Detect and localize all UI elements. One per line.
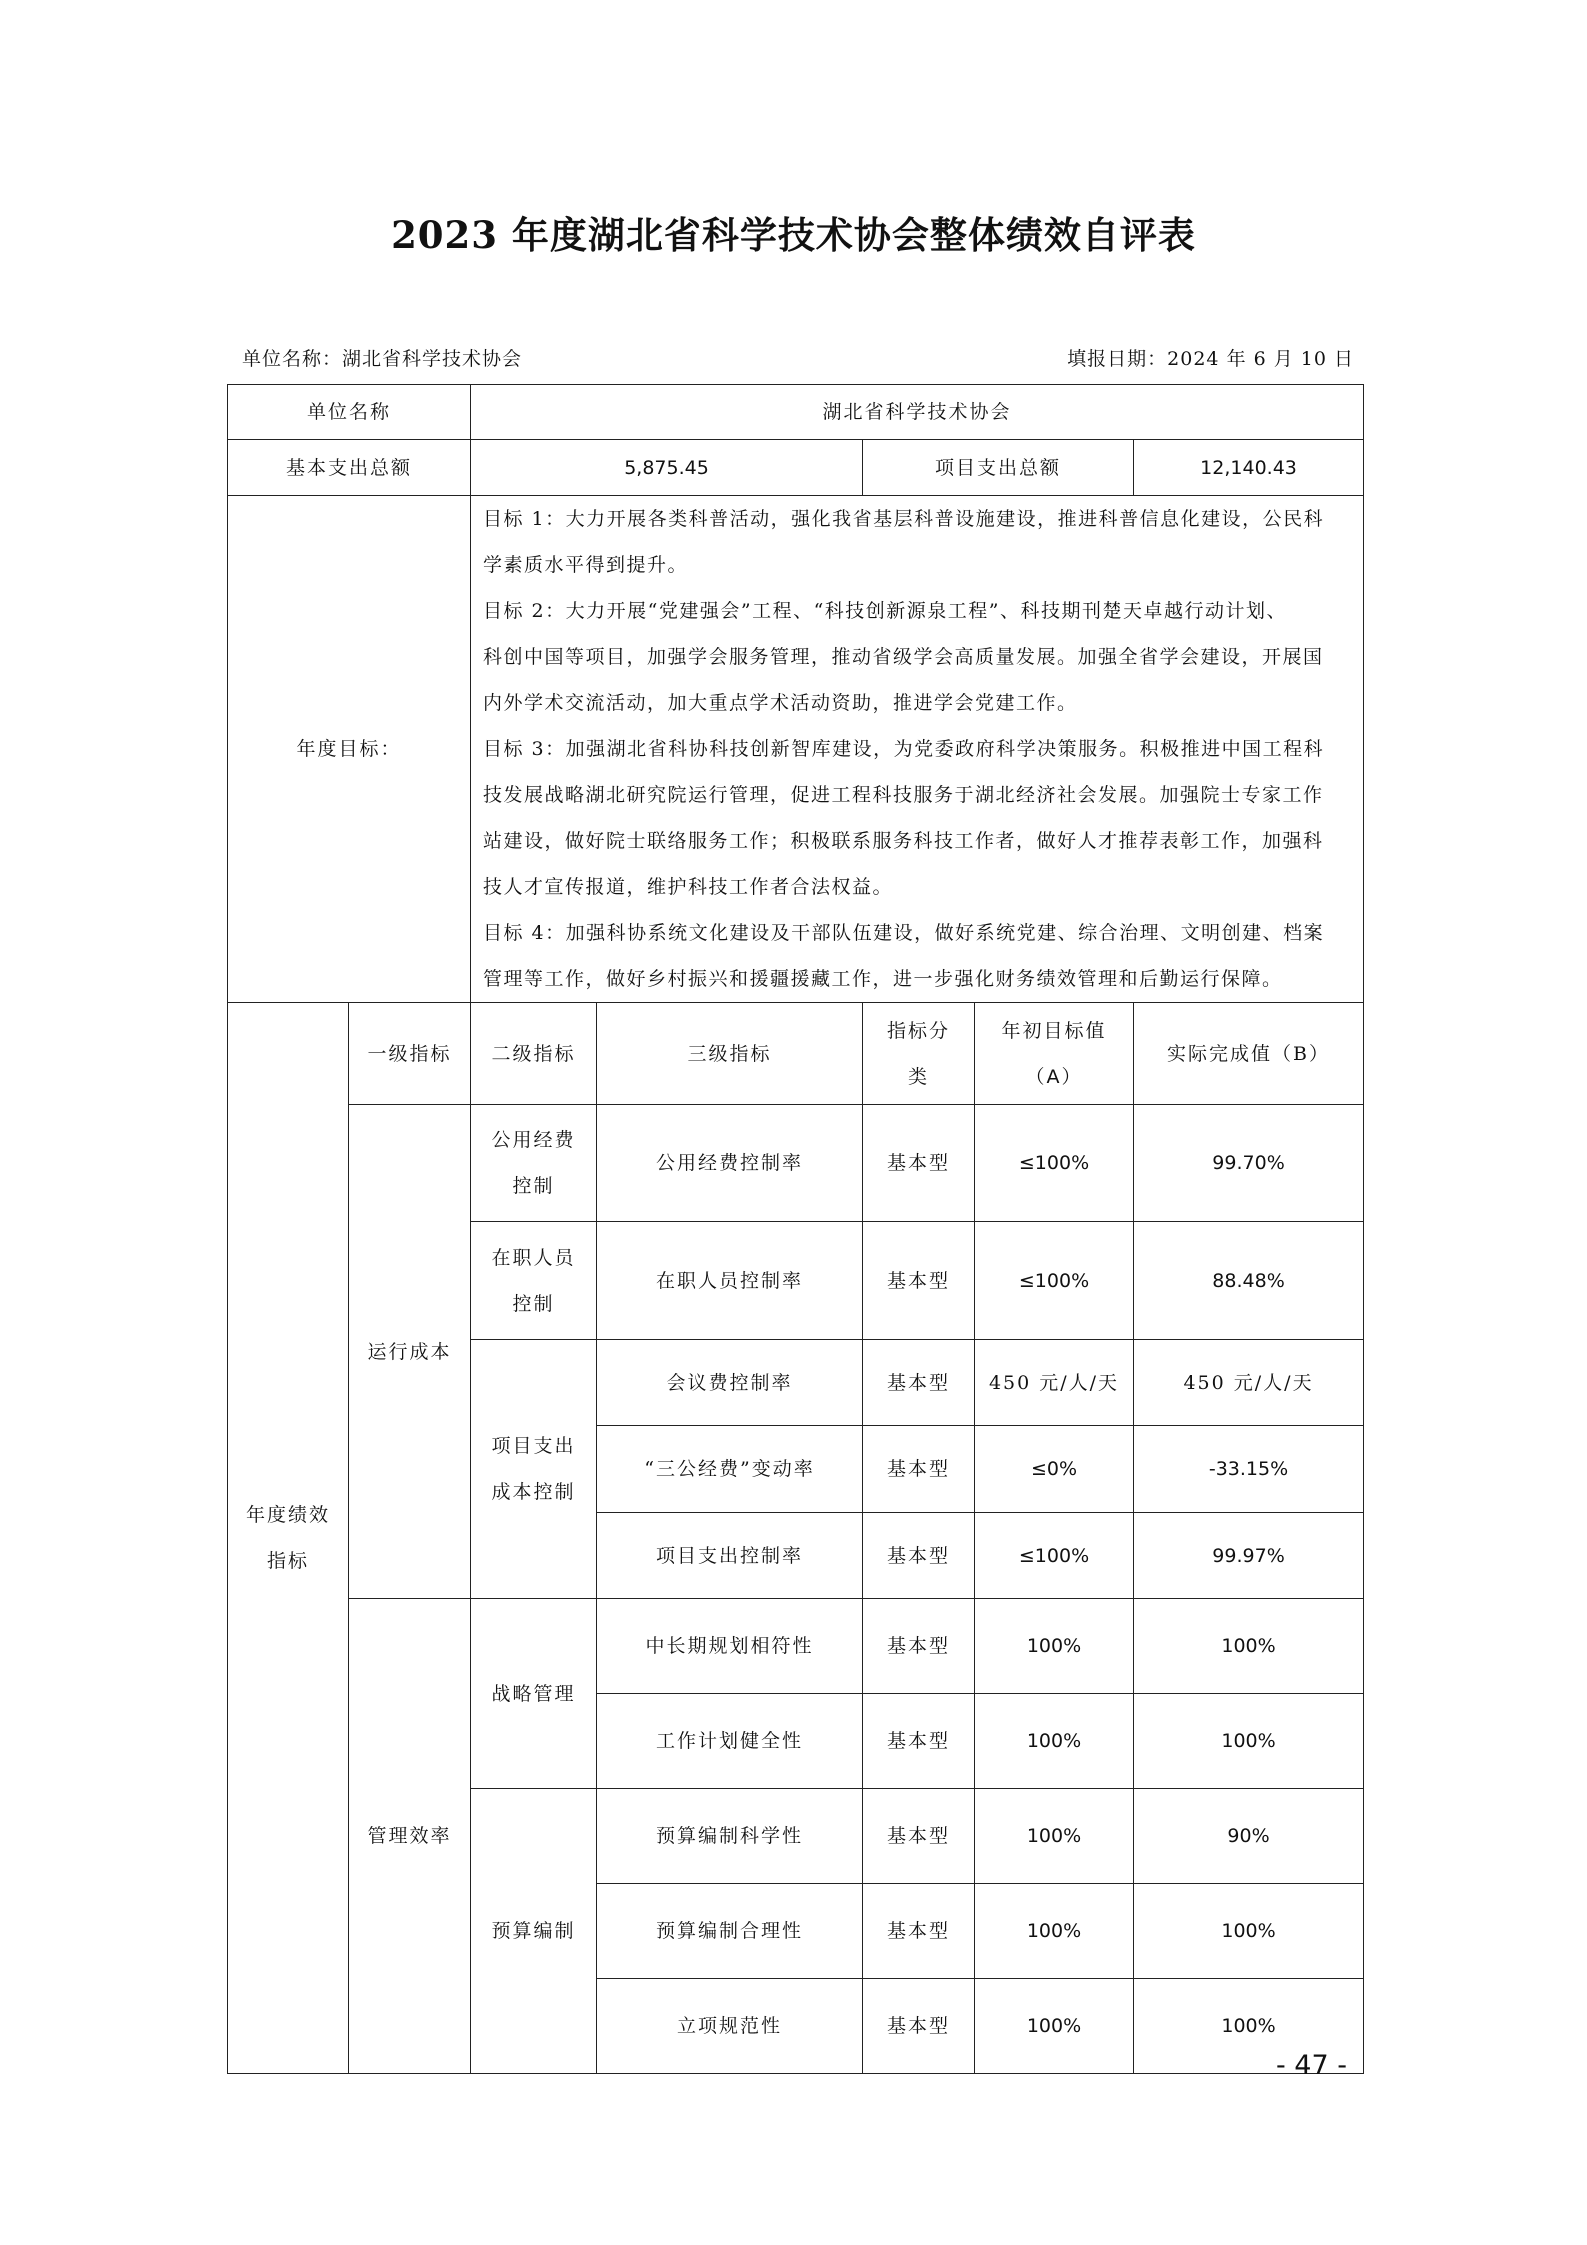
level1-cell: 运行成本 [349,1105,471,1599]
target-cell: 100% [975,1979,1134,2074]
goal-line: 站建设，做好院士联络服务工作；积极联系服务科技工作者，做好人才推荐表彰工作，加强科 [483,830,1324,852]
actual-cell: 100% [1134,1694,1364,1789]
actual-cell: 100% [1134,1599,1364,1694]
category-cell: 基本型 [863,1105,975,1222]
category-header: 指标分 类 [863,1003,975,1105]
goal-line: 目标 1：大力开展各类科普活动，强化我省基层科普设施建设，推进科普信息化建设，公民科 [483,508,1325,530]
category-cell: 基本型 [863,1426,975,1513]
goal-line: 技发展战略湖北研究院运行管理，促进工程科技服务于湖北经济社会发展。加强院士专家工作 [483,784,1324,806]
table-row [228,1105,1364,1222]
level3-cell: 会议费控制率 [597,1340,863,1426]
level3-cell: 工作计划健全性 [597,1694,863,1789]
annual-indicators-section-label: 年度绩效 指标 [228,1003,349,2074]
category-cell: 基本型 [863,1599,975,1694]
target-cell: 100% [975,1884,1134,1979]
target-cell: 450 元/人/天 [975,1340,1134,1426]
goal-line: 目标 4：加强科协系统文化建设及干部队伍建设，做好系统党建、综合治理、文明创建、档案 [483,922,1325,944]
goal-line: 科创中国等项目，加强学会服务管理，推动省级学会高质量发展。加强全省学会建设，开展国 [483,646,1324,668]
fill-date-label: 填报日期：2024 年 6 月 10 日 [1067,348,1354,370]
table-row [228,1599,1364,1694]
goal-line: 技人才宣传报道，维护科技工作者合法权益。 [483,876,894,898]
category-cell: 基本型 [863,1513,975,1599]
level3-cell: 中长期规划相符性 [597,1599,863,1694]
actual-cell: 88.48% [1134,1222,1364,1340]
category-cell: 基本型 [863,1340,975,1426]
target-cell: 100% [975,1599,1134,1694]
page-number: - 47 - [1275,2050,1347,2081]
actual-cell: 99.97% [1134,1513,1364,1599]
annual-goals-header: 年度目标： [228,496,471,1003]
project-expense-value: 12,140.43 [1134,440,1364,496]
level3-cell: 公用经费控制率 [597,1105,863,1222]
actual-cell: 450 元/人/天 [1134,1340,1364,1426]
basic-expense-header: 基本支出总额 [228,440,471,496]
actual-cell: 99.70% [1134,1105,1364,1222]
level3-cell: 立项规范性 [597,1979,863,2074]
target-cell: ≤100% [975,1222,1134,1340]
level2-cell: 项目支出 成本控制 [471,1340,597,1599]
category-cell: 基本型 [863,1884,975,1979]
goal-line: 目标 2：大力开展“党建强会”工程、“科技创新源泉工程”、科技期刊楚天卓越行动计划、 [483,600,1287,622]
actual-cell: 100% [1134,1884,1364,1979]
category-cell: 基本型 [863,1694,975,1789]
category-cell: 基本型 [863,1789,975,1884]
goal-line: 目标 3：加强湖北省科协科技创新智库建设，为党委政府科学决策服务。积极推进中国工程科 [483,738,1325,760]
goal-line: 学素质水平得到提升。 [483,554,689,576]
unit-name-value: 湖北省科学技术协会 [471,385,1364,440]
annual-goals-text [471,496,1364,1003]
goal-line: 管理等工作，做好乡村振兴和援疆援藏工作，进一步强化财务绩效管理和后勤运行保障。 [483,968,1283,990]
project-expense-header: 项目支出总额 [863,440,1134,496]
actual-cell: 90% [1134,1789,1364,1884]
category-cell: 基本型 [863,1222,975,1340]
level2-cell: 战略管理 [471,1599,597,1789]
target-cell: ≤100% [975,1513,1134,1599]
level1-cell: 管理效率 [349,1599,471,2074]
level3-cell: “三公经费”变动率 [597,1426,863,1513]
target-cell: ≤0% [975,1426,1134,1513]
level3-header: 三级指标 [597,1003,863,1105]
page-title: 2023 年度湖北省科学技术协会整体绩效自评表 [391,213,1196,257]
basic-expense-value: 5,875.45 [471,440,863,496]
level2-cell: 公用经费 控制 [471,1105,597,1222]
level2-cell: 预算编制 [471,1789,597,2074]
level3-cell: 在职人员控制率 [597,1222,863,1340]
level2-cell: 在职人员 控制 [471,1222,597,1340]
level3-cell: 预算编制科学性 [597,1789,863,1884]
category-cell: 基本型 [863,1979,975,2074]
level3-cell: 项目支出控制率 [597,1513,863,1599]
level3-cell: 预算编制合理性 [597,1884,863,1979]
level2-header: 二级指标 [471,1003,597,1105]
actual-header: 实际完成值（B） [1134,1003,1364,1105]
target-cell: 100% [975,1694,1134,1789]
actual-cell: 100% [1134,1979,1364,2074]
actual-cell: -33.15% [1134,1426,1364,1513]
level1-header: 一级指标 [349,1003,471,1105]
target-cell: ≤100% [975,1105,1134,1222]
goal-line: 内外学术交流活动，加大重点学术活动资助，推进学会党建工作。 [483,692,1078,714]
target-header: 年初目标值 （A） [975,1003,1134,1105]
unit-name-header: 单位名称 [228,385,471,440]
target-cell: 100% [975,1789,1134,1884]
performance-table [227,384,1364,2074]
unit-name-label: 单位名称：湖北省科学技术协会 [242,348,523,370]
